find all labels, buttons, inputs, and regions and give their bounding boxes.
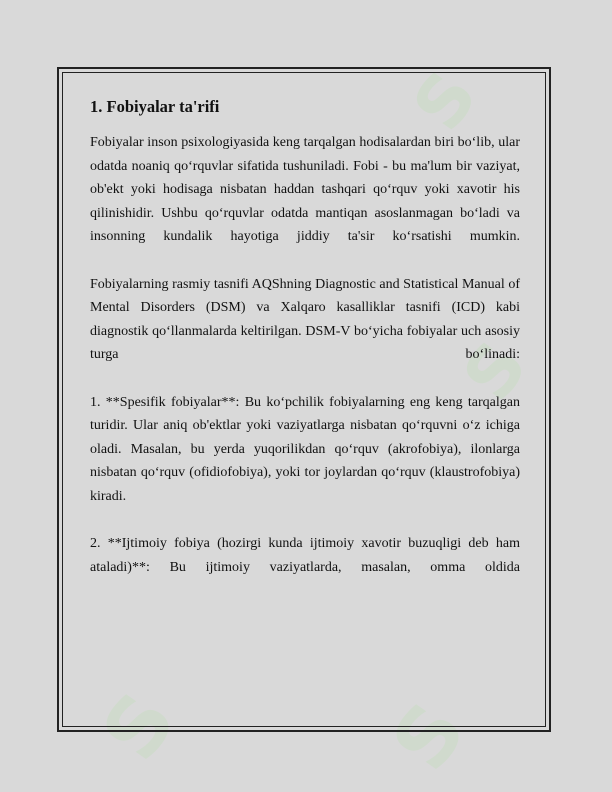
watermark-logo: S	[447, 326, 544, 416]
watermark-logo: S	[84, 676, 194, 777]
paragraph: 2. **Ijtimoiy fobiya (hozirgi kunda ijtimoiy xavotir buzuqligi deb ham ataladi)**: Bu ijtimoiy vaziyatlarda, masalan, omma oldida	[90, 536, 520, 575]
document-body	[90, 97, 520, 603]
paragraph: Fobiyalar inson psixologiyasida keng tarqalgan hodisalardan biri bo‘lib, ular odatda noaniq qo‘rquvlar sifatida tushuniladi. Fobi - bu ma'lum bir vaziyat, ob'ekt yoki hodisaga nisbatan haddan tashqari qo‘rquv yoki xavotir his qilinishidir. Ushbu qo‘rquvlar odatda mantiqan asoslanmagan bo‘ladi va insonning kundalik hayotiga jiddiy ta'sir ko‘rsatishi mumkin.	[90, 135, 520, 245]
section-heading: 1. Fobiyalar ta'rifi	[90, 97, 220, 116]
paragraph: 1. **Spesifik fobiyalar**: Bu ko‘pchilik fobiyalarning eng keng tarqalgan turidir. Ular aniq ob'ektlar yoki vaziyatlarga nisbatan qo‘rquvni o‘z ichiga oladi. Masalan, bu yerda yuqorilikdan qo‘rquv (akrofobiya), ilonlarga nisbatan qo‘rquv (ofidiofobiya), yoki tor joylardan qo‘rquv (klaustrofobiya) kiradi.	[90, 394, 520, 504]
paragraph: Fobiyalarning rasmiy tasnifi AQShning Diagnostic and Statistical Manual of Mental Disorders (DSM) va Xalqaro kasalliklar tasnifi (ICD) kabi diagnostik qo‘llanmalarda keltirilgan. DSM-V bo‘yicha fobiyalar uch asosiy turga bo‘linadi:	[90, 276, 520, 363]
watermark-logo: S	[374, 686, 484, 787]
watermark-logo: S	[397, 56, 494, 146]
